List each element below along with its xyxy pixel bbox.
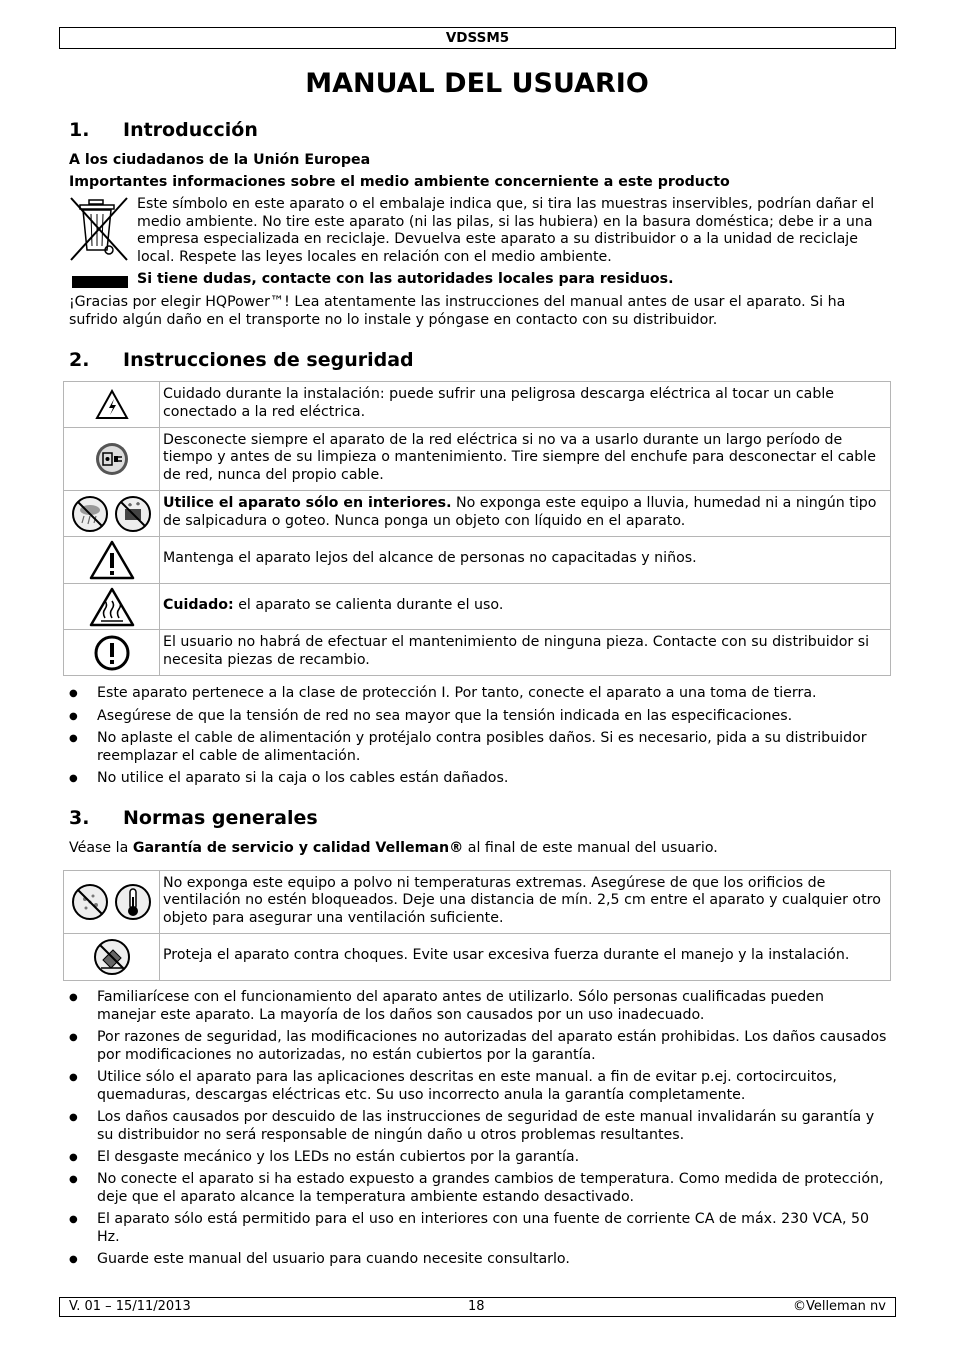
section-heading-seguridad: [69, 348, 414, 372]
list-item-text: Este aparato pertenece a la clase de protección I. Por tanto, conecte el aparato a una toma de tierra.: [97, 685, 817, 701]
list-item-text: Asegúrese de que la tensión de red no sea mayor que la tensión indicada en las especificaciones.: [97, 708, 793, 724]
bullet: ●: [69, 773, 78, 784]
table-row: [64, 428, 891, 491]
section-number: 3.: [69, 807, 90, 829]
table-row: [64, 382, 891, 428]
section-heading-introduccion: [69, 118, 258, 142]
text-fragment: al final de este manual del usuario.: [463, 840, 718, 856]
section-title: Introducción: [123, 119, 258, 141]
bullet: ●: [69, 1174, 78, 1185]
bullet: ●: [69, 733, 78, 744]
safety-table: [63, 381, 891, 676]
row-text: Desconecte siempre el aparato de la red eléctrica si no va a usarlo durante un largo período de tiempo y antes de su limpieza o mantenimiento. Tire siempre del enchufe para desconectar el cable de red, nunca del propio cable.: [163, 431, 876, 483]
bullet: ●: [69, 1152, 78, 1163]
row-text: Proteja el aparato contra choques. Evite usar excesiva fuerza durante el manejo y la instalación.: [163, 947, 850, 964]
bullet: ●: [69, 1112, 78, 1123]
list-item-text: No utilice el aparato si la caja o los cables están dañados.: [97, 770, 509, 786]
general-warning-icon: [89, 552, 135, 568]
bullet: ●: [69, 1214, 78, 1225]
footer-version: V. 01 – 15/11/2013: [69, 1299, 191, 1314]
table-row: [64, 537, 891, 584]
table-row: [64, 630, 891, 676]
section-title: Normas generales: [123, 807, 318, 829]
general-table: [63, 870, 891, 981]
list-item-text: Los daños causados por descuido de las instrucciones de seguridad de este manual invalidarán su garantía y su distribuidor no será responsable de ningún daño u otros problemas resultantes.: [97, 1109, 875, 1143]
page-header-model: VDSSM5: [59, 27, 896, 49]
row-text: El usuario no habrá de efectuar el mantenimiento de ninguna pieza. Contacte con su distribuidor si necesita piezas de recambio.: [163, 633, 870, 668]
table-row: [64, 491, 891, 537]
section-number: 2.: [69, 349, 90, 371]
section-number: 1.: [69, 119, 90, 141]
table-row: [64, 584, 891, 630]
row-bold-text: Utilice el aparato sólo en interiores.: [163, 494, 452, 511]
weee-text: Este símbolo en este aparato o el embalaje indica que, si tira las muestras inservibles, podrían dañar el medio ambiente. No tire este aparato (ni las pilas, si las hubiera) en la basura doméstica; debe ir a una empresa especializada en reciclaje. Devuelva este aparato a su distribuidor o a la unidad de reciclaje local. Respete las leyes locales en relación con el medio ambiente.: [137, 196, 875, 265]
warranty-reference: [69, 840, 894, 858]
row-text: Cuidado durante la instalación: puede sufrir una peligrosa descarga eléctrica al tocar un cable conectado a la red eléctrica.: [163, 385, 835, 420]
eu-heading: A los ciudadanos de la Unión Europea: [69, 152, 371, 168]
page-footer: [59, 1297, 896, 1317]
no-dust-icon: [71, 894, 109, 910]
list-item-text: Utilice sólo el aparato para las aplicaciones descritas en este manual. a fin de evitar p.ej. cortocircuitos, quemaduras, descargas eléctricas etc. Su uso incorrecto anula la garantía completamente.: [97, 1069, 837, 1103]
bullet: ●: [69, 992, 78, 1003]
footer-copyright: ©Velleman nv: [792, 1299, 886, 1314]
electric-shock-warning-icon: [95, 397, 129, 413]
no-shock-icon: [93, 949, 131, 965]
text-fragment: Véase la: [69, 840, 133, 856]
page-title: MANUAL DEL USUARIO: [305, 68, 649, 99]
list-item-text: El desgaste mecánico y los LEDs no están cubiertos por la garantía.: [97, 1149, 580, 1165]
no-water-splash-icon: [114, 506, 152, 522]
bullet: ●: [69, 1254, 78, 1265]
weee-black-bar: [72, 276, 128, 288]
warranty-title: Garantía de servicio y calidad Velleman®: [132, 840, 464, 856]
list-item-text: No conecte el aparato si ha estado expuesto a grandes cambios de temperatura. Como medida de protección, deje que el aparato alcance la temperatura ambiente estando desactivado.: [97, 1171, 884, 1205]
weee-bin-icon: [69, 196, 131, 262]
unplug-icon: [95, 451, 129, 467]
table-row: [64, 871, 891, 934]
row-bold-text: Cuidado:: [163, 596, 234, 613]
section-heading-normas: [69, 806, 318, 830]
row-text: No exponga este equipo a lluvia, humedad ni a ningún tipo de salpicadura o goteo. Nunca ponga un objeto con líquido en el aparato.: [163, 494, 877, 529]
list-item-text: El aparato sólo está permitido para el uso en interiores con una fuente de corriente CA de máx. 230 VCA, 50 Hz.: [97, 1211, 870, 1245]
bullet: ●: [69, 688, 78, 699]
env-heading: Importantes informaciones sobre el medio ambiente concerniente a este producto: [69, 174, 730, 190]
bullet: ●: [69, 1032, 78, 1043]
bullet: ●: [69, 711, 78, 722]
row-text: No exponga este equipo a polvo ni temperaturas extremas. Asegúrese de que los orificios de ventilación no estén bloqueados. Deje una distancia de mín. 2,5 cm entre el aparato y cualquier otro objeto para asegurar una ventilación suficiente.: [163, 874, 881, 926]
bullet: ●: [69, 1072, 78, 1083]
no-rain-icon: [71, 506, 109, 522]
temperature-icon: [114, 894, 152, 910]
list-item-text: Familiarícese con el funcionamiento del aparato antes de utilizarlo. Sólo personas cualificadas pueden manejar este aparato. La mayoría de los daños son causados por un uso inadecuado.: [97, 989, 824, 1023]
row-text: Mantenga el aparato lejos del alcance de personas no capacitadas y niños.: [163, 550, 697, 567]
thanks-text: ¡Gracias por elegir HQPower™! Lea atentamente las instrucciones del manual antes de usar el aparato. Si ha sufrido algún daño en el transporte no lo instale y póngase en contacto con su distribuidor.: [69, 294, 846, 328]
weee-bold-text: Si tiene dudas, contacte con las autoridades locales para residuos.: [137, 271, 674, 287]
list-item-text: Por razones de seguridad, las modificaciones no autorizadas del aparato están prohibidas. Los daños causados por modificaciones no autorizadas, no están cubiertos por la garantía.: [97, 1029, 887, 1063]
footer-page-number: 18: [468, 1299, 485, 1314]
list-item-text: No aplaste el cable de alimentación y protéjalo contra posibles daños. Si es necesario, pida a su distribuidor reemplazar el cable de alimentación.: [97, 730, 867, 764]
exclamation-circle-icon: [93, 645, 131, 661]
section-title: Instrucciones de seguridad: [123, 349, 414, 371]
row-text: el aparato se calienta durante el uso.: [233, 596, 504, 613]
table-row: [64, 934, 891, 981]
list-item-text: Guarde este manual del usuario para cuando necesite consultarlo.: [97, 1251, 570, 1267]
hot-surface-icon: [89, 599, 135, 615]
